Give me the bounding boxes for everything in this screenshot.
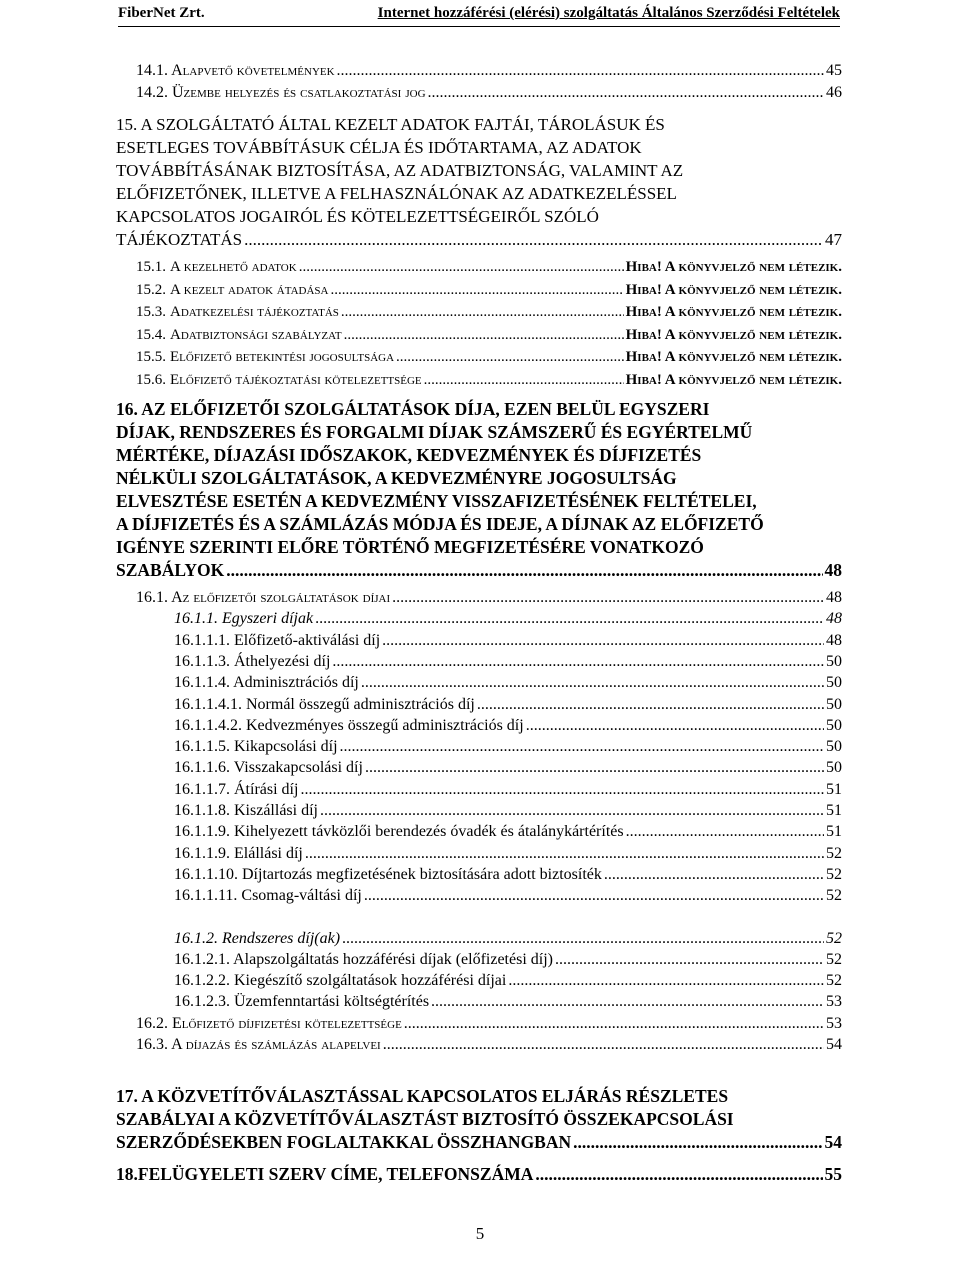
leader-dots [431,993,824,1011]
toc-entry-16-8[interactable]: 16.1.1.5. Kikapcsolási díj ..... 50 [174,738,842,756]
leader-dots [404,1015,824,1033]
toc-entry-16-4[interactable]: 16.1.1.3. Áthelyezési díj ..... 50 [174,653,842,671]
page-ref: 50 [826,652,842,670]
page-ref: 52 [826,844,842,862]
page-ref: 50 [826,674,842,692]
toc-entry-14-2[interactable]: 14.2. Üzembe helyezés és csatlakoztatási jog ..... 46 [136,84,842,102]
page-ref: 53 [826,1014,842,1032]
toc-entry-15-2[interactable]: 15.2. A kezelt adatok átadása ..... Hiba! A könyvjelző nem létezik. [136,282,842,299]
leader-dots [315,610,824,628]
leader-dots [341,304,624,321]
page-ref: 50 [826,695,842,713]
toc-entry-16-11[interactable]: 16.1.1.8. Kiszállási díj ..... 51 [174,802,842,820]
page-ref: 51 [826,780,842,798]
toc-entry-16-17[interactable]: 16.1.2.1. Alapszolgáltatás hozzáférési díjak (előfizetési díj) ..... 52 [174,951,842,969]
page-ref: 55 [824,1164,842,1184]
toc-entry-16-20[interactable]: 16.2. Előfizető díjfizetési kötelezettsége ..... 53 [136,1015,842,1033]
leader-dots [392,589,824,607]
toc-entry-16-21[interactable]: 16.3. A díjazás és számlázás alapelvei ..... 54 [136,1036,842,1054]
leader-dots [382,632,824,650]
page-ref: 50 [826,759,842,777]
page-ref: 48 [826,589,842,606]
leader-dots [340,738,824,756]
toc-section-16[interactable]: 16. AZ ELŐFIZETŐI SZOLGÁLTATÁSOK DÍJA, EZEN BELÜL EGYSZERI DÍJAK, RENDSZERES ÉS FORGALMI DÍJAK SZÁMSZERŰ ÉS EGYÉRTELMŰ MÉRTÉKE, DÍJAZÁSI IDŐSZAKOK, KEDVEZMÉNYEK ÉS DÍJFIZETÉS NÉLKÜLI SZOLGÁLTATÁSOK, A KEDVEZMÉNYRE JOGOSULTSÁG ELVESZTÉSE ESETÉN A KEDVEZMÉNY VISSZAFIZETÉSÉNEK FELTÉTELEI, A DÍJFIZETÉS ÉS A SZÁMLÁZÁS MÓDJA ÉS IDEJE, A DÍJNAK AZ ELŐFIZETŐ IGÉNYE SZERINTI ELŐRE TÖRTÉNŐ MEGFIZETÉSÉRE VONATKOZÓ SZABÁLYOK ..... 48 [116,398,842,582]
leader-dots [573,1131,822,1154]
toc-entry-16-14[interactable]: 16.1.1.10. Díjtartozás megfizetésének biztosítására adott biztosíték ..... 52 [174,866,842,884]
leader-dots [626,823,824,841]
document-title: Internet hozzáférési (elérési) szolgáltatás Általános Szerződési Feltételek [377,5,840,21]
bookmark-error: Hiba! A könyvjelző nem létezik. [625,259,842,275]
toc-section-17[interactable]: 17. A KÖZVETÍTŐVÁLASZTÁSSAL KAPCSOLATOS ELJÁRÁS RÉSZLETES SZABÁLYAI A KÖZVETÍTŐVÁLASZTÁST BIZTOSÍTÓ ÖSSZEKAPCSOLÁSI SZERZŐDÉSEKBEN FOGLALTAKKAL ÖSSZHANGBAN ..... 54 [116,1085,842,1154]
page-ref: 47 [825,230,842,249]
toc-entry-16-18[interactable]: 16.1.2.2. Kiegészítő szolgáltatások hozzáférési díjai ..... 52 [174,972,842,990]
toc-entry-16-1[interactable]: 16.1. Az előfizetői szolgáltatások díjai ..... 48 [136,589,842,607]
leader-dots [226,559,822,582]
page-ref: 48 [826,631,842,649]
leader-dots [396,349,624,366]
toc-section-15[interactable]: 15. A SZOLGÁLTATÓ ÁLTAL KEZELT ADATOK FAJTÁI, TÁROLÁSUK ÉS ESETLEGES TOVÁBBÍTÁSUK CÉLJA ÉS IDŐTARTAMA, AZ ADATOK TOVÁBBÍTÁSÁNAK BIZTOSÍTÁSA, AZ ADATBIZTONSÁG, VALAMINT AZ ELŐFIZETŐNEK, ILLETVE A FELHASZNÁLÓNAK AZ ADATKEZELÉSSEL KAPCSOLATOS JOGAIRÓL ÉS KÖTELEZETTSÉGEIRŐL SZÓLÓ TÁJÉKOZTATÁS ..... 47 [116,113,842,251]
page-header [118,4,840,27]
toc-entry-16-19[interactable]: 16.1.2.3. Üzemfenntartási költségtérítés ..... 53 [174,993,842,1011]
leader-dots [364,887,824,905]
leader-dots [428,84,824,102]
toc-entry-15-4[interactable]: 15.4. Adatbiztonsági szabályzat ..... Hiba! A könyvjelző nem létezik. [136,327,842,344]
leader-dots [477,696,824,714]
toc-entry-15-3[interactable]: 15.3. Adatkezelési tájékoztatás ..... Hiba! A könyvjelző nem létezik. [136,304,842,321]
toc-entry-16-13[interactable]: 16.1.1.9. Elállási díj ..... 52 [174,845,842,863]
toc-entry-16-6[interactable]: 16.1.1.4.1. Normál összegű adminisztrációs díj ..... 50 [174,696,842,714]
page-ref: 51 [826,802,842,819]
company-name: FiberNet Zrt. [118,5,205,21]
leader-dots [342,930,824,948]
page-ref: 51 [826,823,842,841]
leader-dots [383,1036,824,1054]
page-ref: 52 [826,929,842,947]
leader-dots [361,674,824,692]
toc-entry-14-1[interactable]: 14.1. Alapvető követelmények ..... 45 [136,62,842,80]
leader-dots [508,972,824,990]
page-ref: 54 [824,1132,842,1152]
page-ref: 52 [826,950,842,968]
bookmark-error: Hiba! A könyvjelző nem létezik. [625,304,842,320]
page-ref: 48 [824,560,842,580]
toc-entry-15-6[interactable]: 15.6. Előfizető tájékoztatási kötelezettsége ..... Hiba! A könyvjelző nem létezik. [136,372,842,389]
leader-dots [604,866,824,884]
toc-section-18[interactable]: 18. FELÜGYELETI SZERV CÍME, TELEFONSZÁMA ..... 55 [116,1163,842,1186]
toc-entry-16-12[interactable]: 16.1.1.9. Kihelyezett távközlői berendezés óvadék és átalánykártérítés ..... 51 [174,823,842,841]
leader-dots [526,717,824,735]
toc-entry-16-9[interactable]: 16.1.1.6. Visszakapcsolási díj ..... 50 [174,759,842,777]
toc-entry-16-3[interactable]: 16.1.1.1. Előfizető-aktiválási díj ..... 48 [174,632,842,650]
page-ref: 48 [826,610,842,628]
leader-dots [300,781,824,799]
toc-entry-16-7[interactable]: 16.1.1.4.2. Kedvezményes összegű adminisztrációs díj ..... 50 [174,717,842,735]
bookmark-error: Hiba! A könyvjelző nem létezik. [625,281,842,298]
leader-dots [330,282,623,299]
leader-dots [244,228,823,251]
toc-entry-16-5[interactable]: 16.1.1.4. Adminisztrációs díj ..... 50 [174,674,842,692]
leader-dots [332,653,824,671]
leader-dots [555,951,824,969]
page-ref: 45 [826,62,842,79]
toc-entry-16-16[interactable]: 16.1.2. Rendszeres díj(ak) ..... 52 [174,930,842,948]
toc-entry-16-10[interactable]: 16.1.1.7. Átírási díj ..... 51 [174,781,842,799]
bookmark-error: Hiba! A könyvjelző nem létezik. [625,326,842,343]
bookmark-error: Hiba! A könyvjelző nem létezik. [625,349,842,365]
page-ref: 50 [826,716,842,734]
leader-dots [344,327,624,344]
page-ref: 50 [826,738,842,756]
leader-dots [299,259,624,276]
toc-entry-15-1[interactable]: 15.1. A kezelhető adatok ..... Hiba! A könyvjelző nem létezik. [136,259,842,276]
page-ref: 52 [826,887,842,905]
leader-dots [320,802,824,820]
page-ref: 52 [826,972,842,990]
toc-entry-15-5[interactable]: 15.5. Előfizető betekintési jogosultsága ..... Hiba! A könyvjelző nem létezik. [136,349,842,366]
leader-dots [365,759,824,777]
bookmark-error: Hiba! A könyvjelző nem létezik. [625,371,842,388]
leader-dots [305,845,824,863]
page-number: 5 [475,1224,485,1243]
page-ref: 53 [826,993,842,1011]
leader-dots [535,1163,822,1186]
toc-entry-16-15[interactable]: 16.1.1.11. Csomag-váltási díj ..... 52 [174,887,842,905]
page-ref: 46 [826,84,842,101]
leader-dots [337,62,824,80]
leader-dots [424,372,624,389]
toc-entry-16-2[interactable]: 16.1.1. Egyszeri díjak ..... 48 [174,610,842,628]
page-ref: 54 [826,1036,842,1053]
page-ref: 52 [826,865,842,883]
